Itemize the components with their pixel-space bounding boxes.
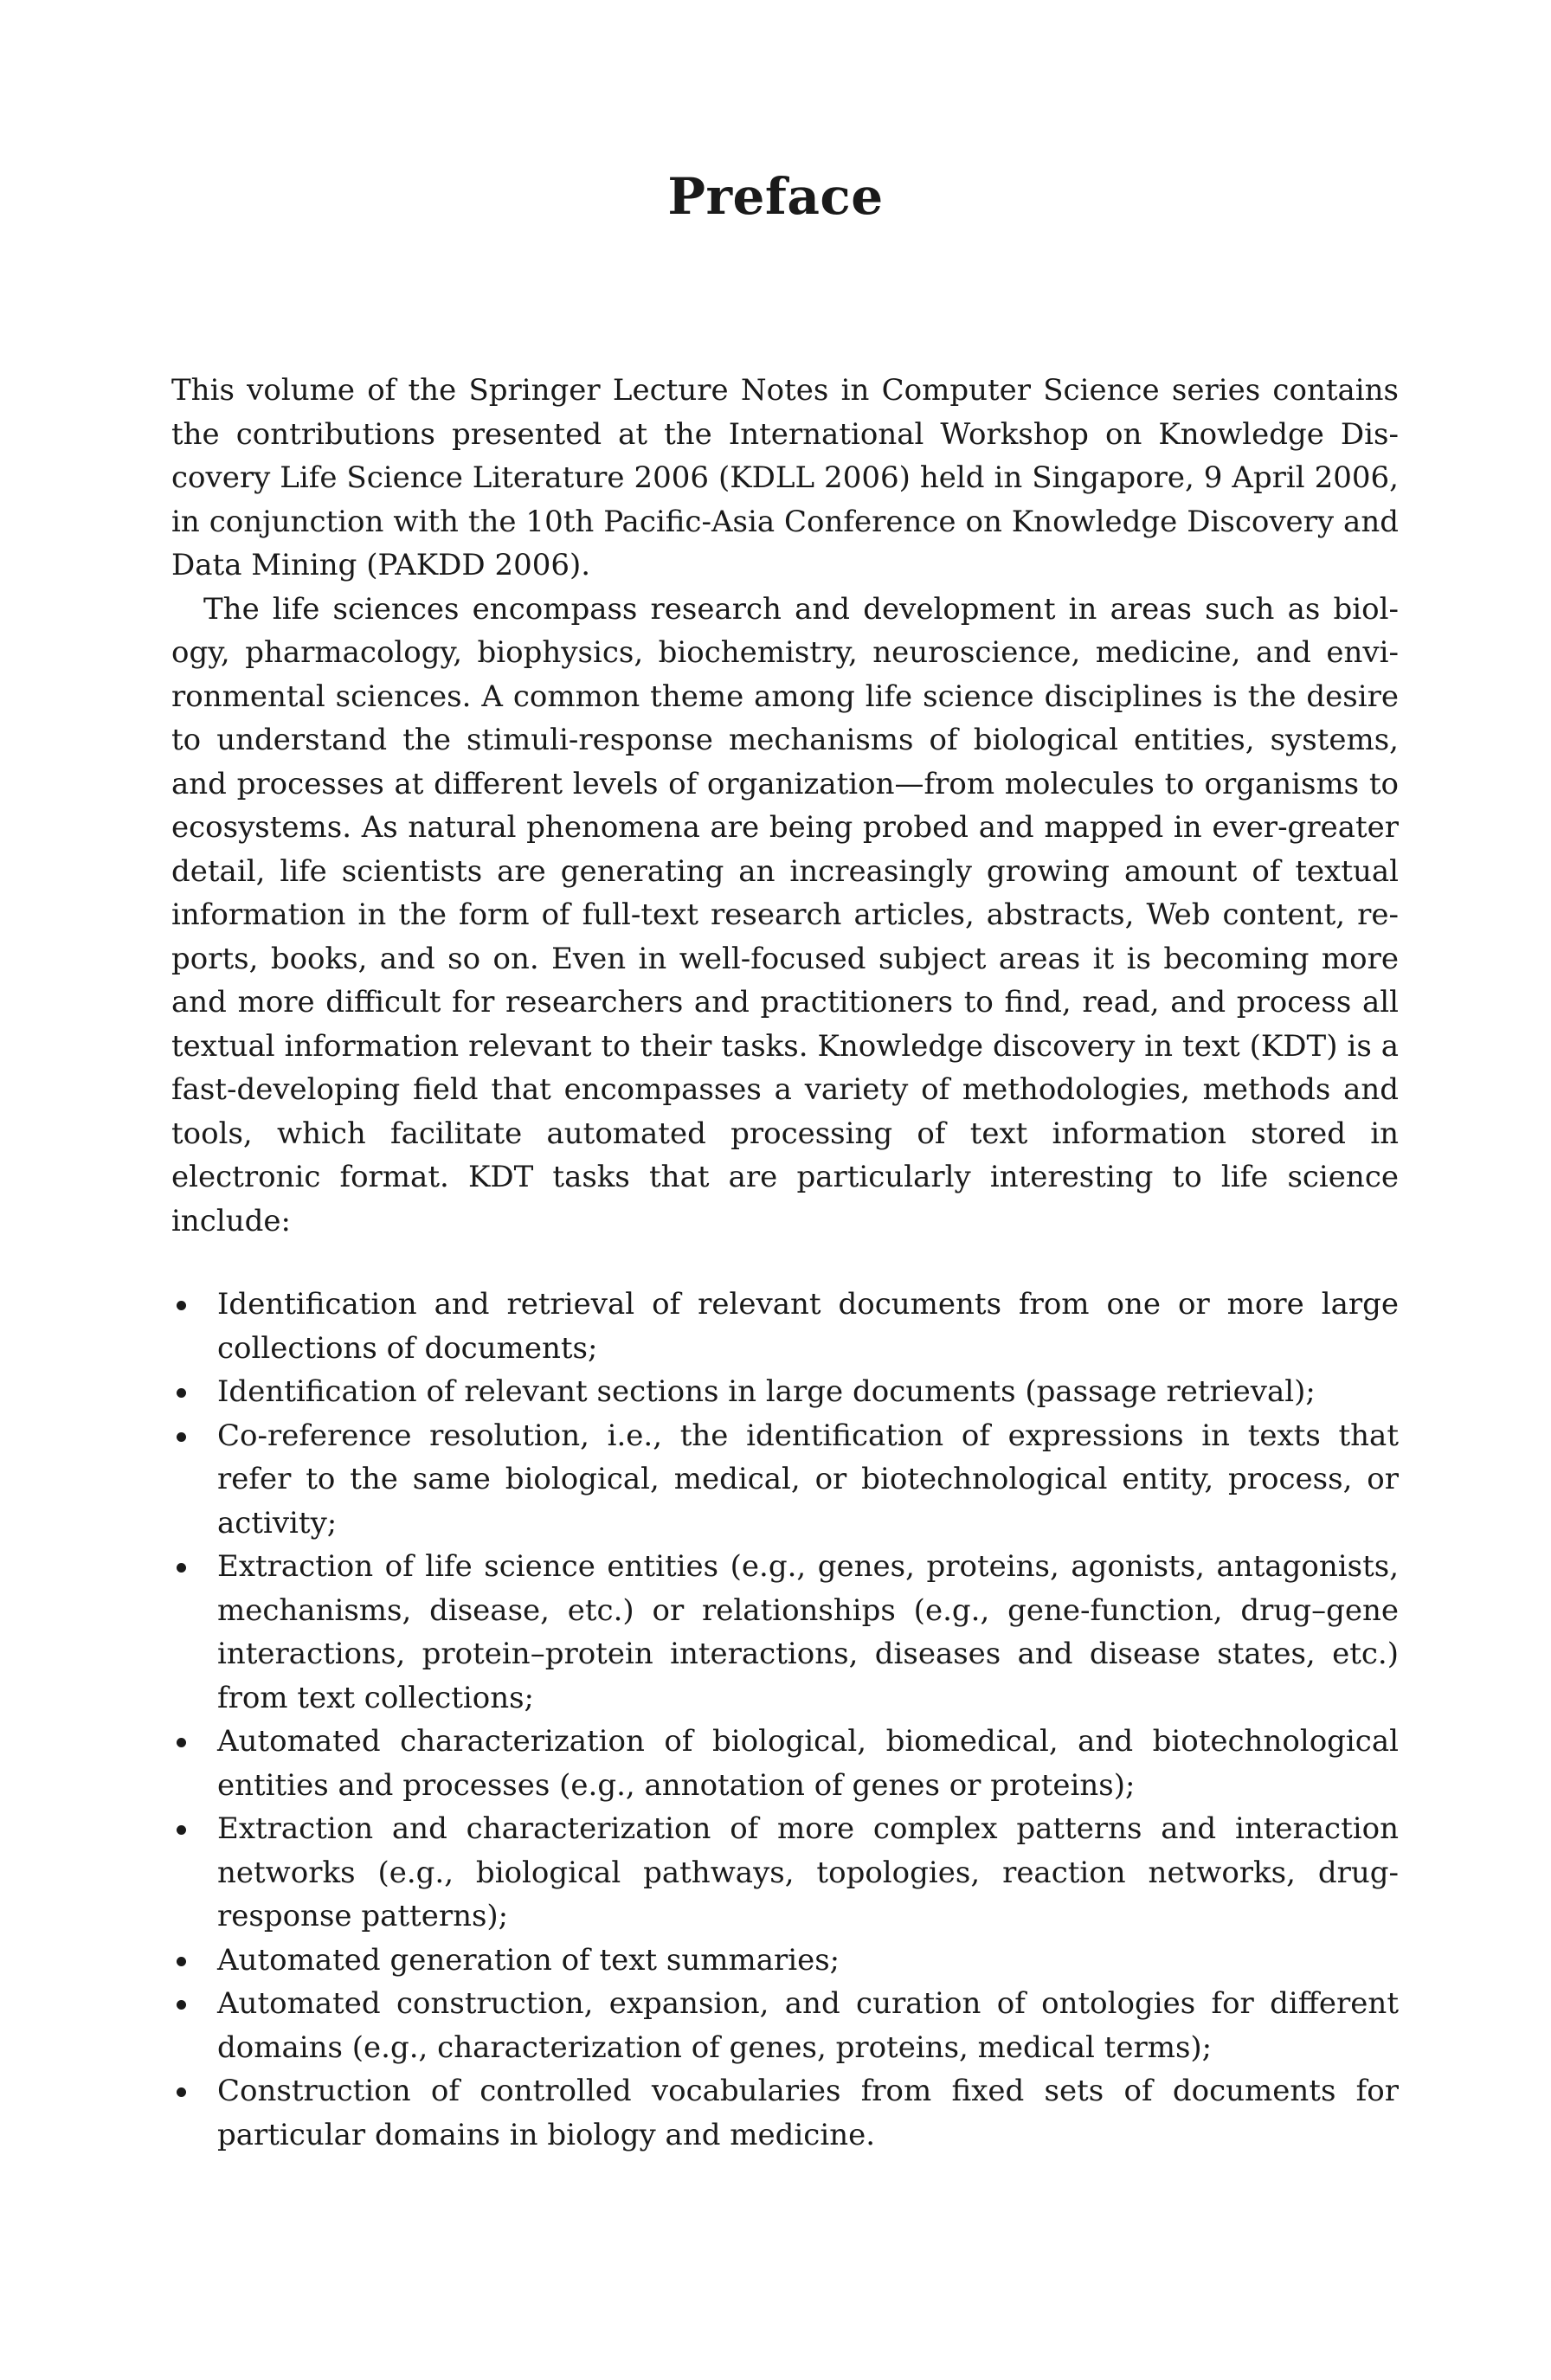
list-item xyxy=(171,1939,1399,1983)
list-item-text: Automated generation of text summaries; xyxy=(217,1942,840,1978)
list-item xyxy=(171,1283,1399,1370)
bullet-icon xyxy=(177,1301,186,1310)
list-item xyxy=(171,2069,1399,2157)
list-item xyxy=(171,1370,1399,1414)
bullet-icon xyxy=(177,2000,186,2010)
list-item-text: Co-reference resolution, i.e., the identification of expressions in texts that refer to the same biological, medical, or biotechnological entity, process, or activity; xyxy=(217,1418,1399,1541)
paragraph-intro: This volume of the Springer Lecture Notes in Computer Science series contains the contributions presented at the International Workshop on Knowledge Discovery Life Science Literature 2006 (KDLL 2006) held in Singapore, 9 April 2006, in conjunction with the 10th Pacific-Asia Conference on Knowledge Discovery and Data Mining (PAKDD 2006). xyxy=(171,373,1399,582)
paragraph-life-sciences: The life sciences encompass research and development in areas such as biology, pharmacology, biophysics, biochemistry, neuroscience, medicine, and environmental sciences. A common theme among life science disciplines is the desire to understand the stimuli-response mechanisms of biological entities, systems, and processes at different levels of organization—from molecules to organisms to ecosystems. As natural phenomena are being probed and mapped in ever-greater detail, life scientists are generating an increasingly growing amount of textual information in the form of full-text research articles, abstracts, Web content, reports, books, and so on. Even in well-focused subject areas it is becoming more and more difficult for researchers and practitioners to find, read, and process all textual information relevant to their tasks. Knowledge discovery in text (KDT) is a fast-developing field that encompasses a variety of methodologies, methods and tools, which facilitate automated processing of text information stored in electronic format. KDT tasks that are particularly interesting to life science include: xyxy=(171,591,1399,1238)
list-item-text: Automated construction, expansion, and curation of ontologies for different domains (e.g., characterization of genes, proteins, medical terms); xyxy=(217,1986,1399,2065)
list-item-text: Identification of relevant sections in large documents (passage retrieval); xyxy=(217,1374,1316,1409)
bullet-icon xyxy=(177,2087,186,2097)
list-item xyxy=(171,1720,1399,1807)
bullet-icon xyxy=(177,1563,186,1573)
bullet-icon xyxy=(177,1738,186,1747)
kdt-task-list xyxy=(171,1283,1399,2157)
bullet-icon xyxy=(177,1957,186,1966)
list-item-text: Extraction of life science entities (e.g., genes, proteins, agonists, antagonists, mechanisms, disease, etc.) or relationships (e.g., gene-function, drug–gene interactions, protein–protein interactions, diseases and disease states, etc.) from text collections; xyxy=(217,1549,1399,1715)
list-item xyxy=(171,1807,1399,1939)
bullet-icon xyxy=(177,1388,186,1398)
list-item xyxy=(171,1982,1399,2069)
list-item-text: Construction of controlled vocabularies from fixed sets of documents for particular domains in biology and medicine. xyxy=(217,2074,1399,2152)
list-item-text: Identification and retrieval of relevant documents from one or more large collections of documents; xyxy=(217,1287,1399,1366)
list-item-text: Extraction and characterization of more complex patterns and interaction networks (e.g., biological pathways, topologies, reaction networks, drug-response patterns); xyxy=(217,1811,1399,1933)
bullet-icon xyxy=(177,1825,186,1835)
body-text xyxy=(171,369,1399,2157)
list-item xyxy=(171,1545,1399,1720)
list-item-text: Automated characterization of biological, biomedical, and biotechnological entities and processes (e.g., annotation of genes or proteins); xyxy=(217,1724,1399,1803)
page-title: Preface xyxy=(667,167,884,226)
list-item xyxy=(171,1414,1399,1546)
bullet-icon xyxy=(177,1432,186,1442)
